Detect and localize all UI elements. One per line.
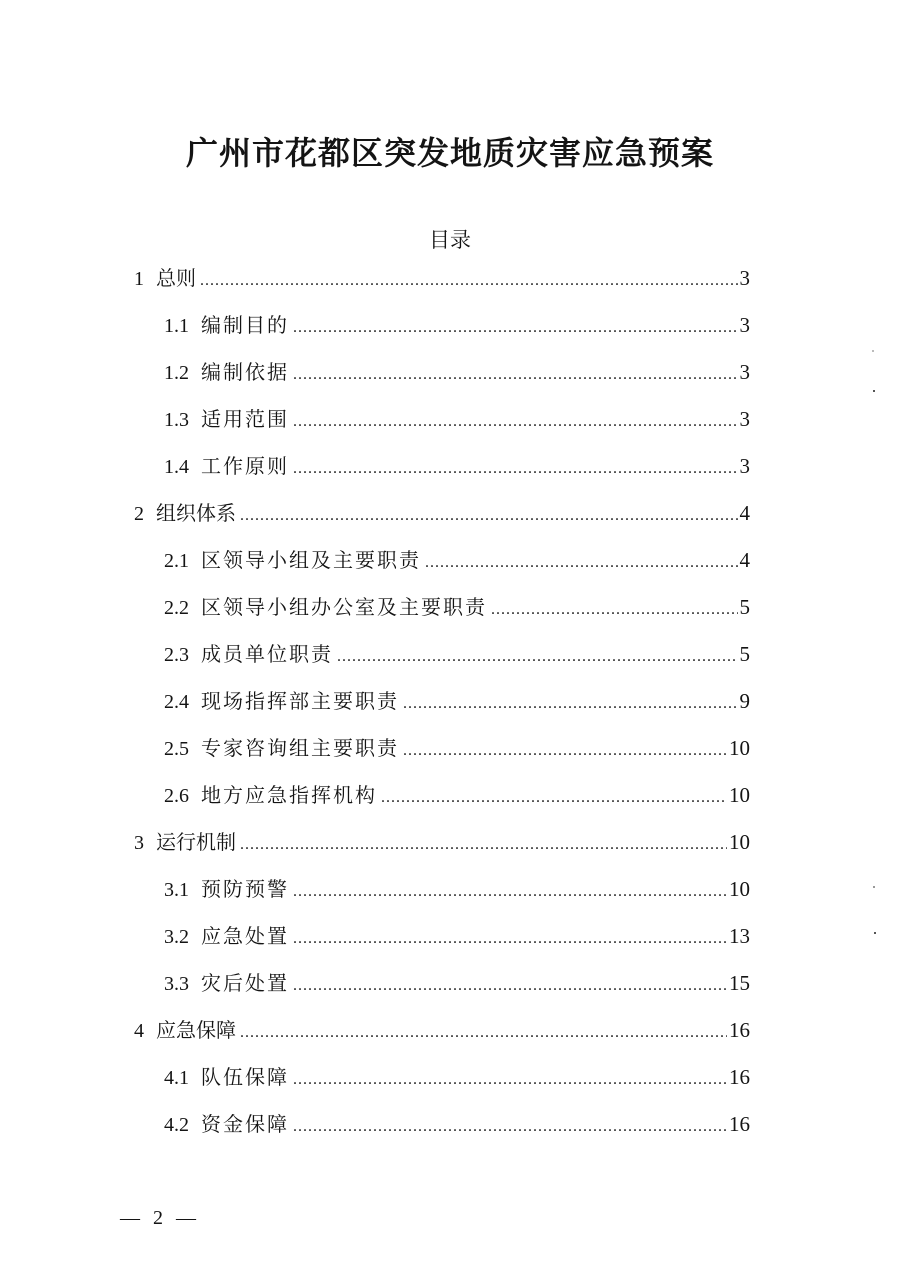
toc-dot-leader: [293, 319, 738, 337]
toc-entry[interactable]: [134, 826, 750, 856]
toc-dot-leader: [200, 272, 738, 290]
scan-speck: [874, 932, 876, 934]
toc-entry[interactable]: [164, 591, 750, 621]
toc-entry-page: 3: [739, 454, 750, 478]
toc-entry-page: 5: [739, 595, 750, 619]
toc-entry[interactable]: [164, 403, 750, 433]
toc-entry-label: 适用范围: [201, 407, 289, 431]
toc-entry-number: 2.5: [164, 738, 189, 760]
toc-entry-page: 16: [729, 1065, 750, 1089]
toc-dot-leader: [403, 742, 727, 760]
toc-entry-label: 灾后处置: [201, 971, 289, 995]
toc-dot-leader: [240, 836, 727, 854]
toc-dot-leader: [293, 1071, 727, 1089]
toc-dot-leader: [381, 789, 727, 807]
toc-entry-label: 应急处置: [201, 924, 289, 948]
toc-entry[interactable]: [164, 873, 750, 903]
toc-entry-number: 4.1: [164, 1067, 189, 1089]
toc-entry-label: 队伍保障: [201, 1065, 289, 1089]
toc-entry-page: 5: [739, 642, 750, 666]
scan-speck: [872, 350, 874, 352]
toc-entry-label: 工作原则: [201, 454, 289, 478]
toc-entry-page: 13: [729, 924, 750, 948]
toc-dot-leader: [240, 1024, 727, 1042]
toc-dot-leader: [240, 507, 738, 525]
toc-entry[interactable]: [164, 1108, 750, 1138]
toc-dot-leader: [491, 601, 738, 619]
toc-entry-number: 3: [134, 832, 144, 854]
toc-entry-number: 1.4: [164, 456, 189, 478]
toc-entry[interactable]: [164, 544, 750, 574]
toc-entry-number: 1.2: [164, 362, 189, 384]
toc-dot-leader: [403, 695, 738, 713]
toc-dot-leader: [293, 1118, 727, 1136]
scan-speck: [873, 886, 875, 888]
toc-entry-label: 预防预警: [201, 877, 289, 901]
toc-entry-number: 2.1: [164, 550, 189, 572]
toc-entry[interactable]: [164, 450, 750, 480]
toc-entry-number: 3.3: [164, 973, 189, 995]
toc-entry-page: 15: [729, 971, 750, 995]
toc-dot-leader: [293, 413, 738, 431]
toc-entry-page: 10: [729, 830, 750, 854]
toc-entry-label: 地方应急指挥机构: [201, 783, 377, 807]
toc-entry-label: 组织体系: [156, 501, 236, 525]
toc-entry[interactable]: [134, 262, 750, 292]
toc-entry-page: 4: [739, 548, 750, 572]
toc-entry[interactable]: [164, 1061, 750, 1091]
toc-entry[interactable]: [134, 1014, 750, 1044]
toc-entry-label: 专家咨询组主要职责: [201, 736, 399, 760]
toc-entry-label: 应急保障: [156, 1018, 236, 1042]
toc-entry[interactable]: [164, 732, 750, 762]
toc-dot-leader: [293, 883, 727, 901]
toc-entry-number: 2.2: [164, 597, 189, 619]
toc-dot-leader: [425, 554, 738, 572]
toc-entry-number: 4.2: [164, 1114, 189, 1136]
toc-entry-label: 区领导小组及主要职责: [201, 548, 421, 572]
toc-entry[interactable]: [164, 920, 750, 950]
toc-entry[interactable]: [164, 309, 750, 339]
toc-entry-page: 10: [729, 877, 750, 901]
toc-entry-number: 2.6: [164, 785, 189, 807]
toc-entry-number: 2.4: [164, 691, 189, 713]
toc-entry-number: 1: [134, 268, 144, 290]
toc-entry-page: 9: [739, 689, 750, 713]
toc-entry-page: 10: [729, 736, 750, 760]
toc-entry-page: 4: [739, 501, 750, 525]
toc-entry-label: 区领导小组办公室及主要职责: [201, 595, 487, 619]
toc-entry-number: 3.1: [164, 879, 189, 901]
toc-entry[interactable]: [164, 779, 750, 809]
toc-entry-number: 2.3: [164, 644, 189, 666]
toc-entry-page: 3: [739, 360, 750, 384]
toc-dot-leader: [293, 930, 727, 948]
toc-entry[interactable]: [164, 638, 750, 668]
toc-entry-label: 成员单位职责: [201, 642, 333, 666]
toc-entry-number: 2: [134, 503, 144, 525]
toc-entry-number: 4: [134, 1020, 144, 1042]
toc-heading: 目录: [429, 228, 471, 252]
toc-entry-page: 16: [729, 1112, 750, 1136]
toc-entry-label: 编制目的: [201, 313, 289, 337]
toc-entry-number: 1.1: [164, 315, 189, 337]
toc-entry-page: 16: [729, 1018, 750, 1042]
toc-entry-page: 3: [739, 313, 750, 337]
toc-entry-page: 3: [739, 266, 750, 290]
document-title: 广州市花都区突发地质灾害应急预案: [185, 134, 714, 172]
toc-entry-label: 现场指挥部主要职责: [201, 689, 399, 713]
toc-entry[interactable]: [134, 497, 750, 527]
toc-entry[interactable]: [164, 685, 750, 715]
toc-entry-page: 10: [729, 783, 750, 807]
toc-entry-label: 总则: [156, 266, 196, 290]
toc-entry[interactable]: [164, 967, 750, 997]
toc-dot-leader: [293, 977, 727, 995]
scan-speck: [873, 390, 875, 392]
toc-entry-page: 3: [739, 407, 750, 431]
toc-entry[interactable]: [164, 356, 750, 386]
toc-entry-number: 1.3: [164, 409, 189, 431]
toc-entry-label: 资金保障: [201, 1112, 289, 1136]
page-number-footer: — 2 —: [120, 1207, 200, 1229]
toc-entry-label: 运行机制: [156, 830, 236, 854]
toc-dot-leader: [293, 366, 738, 384]
toc-dot-leader: [337, 648, 738, 666]
toc-entry-label: 编制依据: [201, 360, 289, 384]
toc-dot-leader: [293, 460, 738, 478]
toc-entry-number: 3.2: [164, 926, 189, 948]
